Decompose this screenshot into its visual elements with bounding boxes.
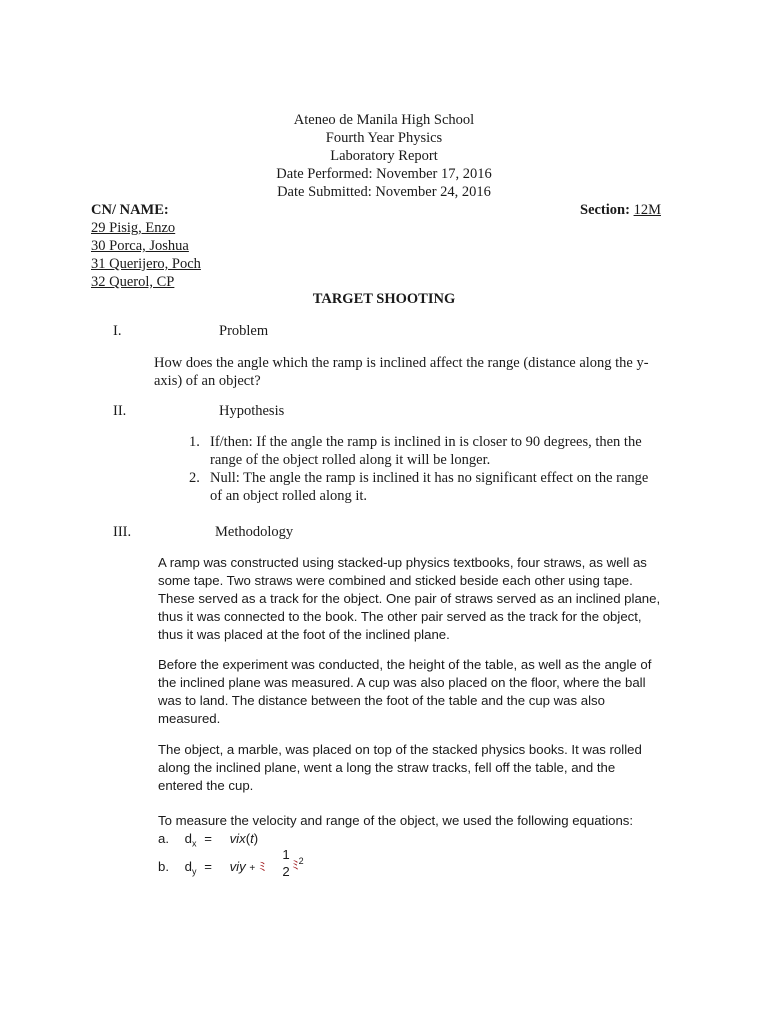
equation-lhs: $d_y$ [184, 859, 197, 877]
member-item: 31 Querijero, Poch [91, 256, 201, 272]
school-name: Ateneo de Manila High School [293, 112, 475, 128]
course-name: Fourth Year Physics [325, 130, 443, 146]
methodology-line: the inclined plane was measured. A cup was also placed on the floor, where the ball [158, 675, 646, 690]
methodology-line: A ramp was constructed using stacked-up physics textbooks, four straws, as well as [158, 555, 647, 570]
report-title: TARGET SHOOTING [312, 291, 456, 307]
equation-a [158, 830, 258, 853]
hypothesis-heading: Hypothesis [219, 403, 285, 419]
member-item: 32 Querol, CP [91, 274, 175, 290]
hypothesis-item-line: of an object rolled along it. [210, 488, 368, 504]
member-item: 30 Porca, Joshua [91, 238, 189, 254]
problem-text-line: axis) of an object? [154, 373, 261, 389]
methodology-numeral: III. [113, 524, 132, 540]
hypothesis-item-line: Null: The angle the ramp is inclined it has no significant effect on the range [210, 470, 649, 486]
equation-equals: = [204, 859, 212, 874]
methodology-line: along the inclined plane, went a long the straw tracks, fell off the table, and the [158, 760, 616, 775]
methodology-line: The object, a marble, was placed on top of the stacked physics books. It was rolled [158, 742, 642, 757]
problem-numeral: I. [113, 323, 122, 339]
equation-rhs: vix(t) [229, 831, 259, 846]
methodology-line: entered the cup. [158, 778, 254, 793]
methodology-line: Before the experiment was conducted, the height of the table, as well as the angle of [158, 657, 652, 672]
equation-equals: = [204, 831, 212, 846]
methodology-line: some tape. Two straws were combined and sticked beside each other using tape. [158, 573, 633, 588]
members-label: CN/ NAME: [91, 202, 169, 218]
equation-broken-glyph: ﾐ [292, 857, 299, 873]
equation-rhs: viy [229, 859, 246, 874]
fraction-denominator: 2 [282, 864, 290, 879]
hypothesis-item-line: If/then: If the angle the ramp is inclined in is closer to 90 degrees, then the [210, 434, 642, 450]
methodology-line: thus it was connected to the book. The other pair served as the track for the object, [158, 609, 642, 624]
methodology-line: To measure the velocity and range of the object, we used the following equations: [158, 813, 634, 828]
equation-plus: + [249, 863, 256, 874]
fraction-numerator: 1 [282, 847, 290, 862]
hypothesis-numeral: II. [113, 403, 127, 419]
methodology-line: was to land. The distance between the foot of the table and the cup was also [158, 693, 605, 708]
equation-lhs: $d_x$ [184, 831, 197, 849]
hypothesis-item-line: range of the object rolled along it will be longer. [210, 452, 491, 468]
equation-label: a. [158, 831, 169, 846]
equation-exponent: 2 [298, 856, 304, 866]
problem-text-line: How does the angle which the ramp is inclined affect the range (distance along the y- [154, 355, 649, 371]
report-type: Laboratory Report [330, 148, 438, 164]
equation-broken-glyph: ﾐ [258, 859, 266, 874]
methodology-line: These served as a track for the object. One pair of straws served as an inclined plane, [158, 591, 661, 606]
hypothesis-item-number: 2. [189, 470, 200, 486]
methodology-line: measured. [158, 711, 221, 726]
methodology-heading: Methodology [215, 524, 294, 540]
date-performed: Date Performed: November 17, 2016 [276, 166, 492, 182]
member-item: 29 Pisig, Enzo [91, 220, 176, 236]
equation-b [158, 858, 265, 881]
section-label: Section: [580, 202, 630, 218]
section-block [580, 201, 661, 219]
equation-label: b. [158, 859, 169, 874]
equation-squared-term [292, 852, 304, 874]
methodology-line: thus it was placed at the foot of the inclined plane. [158, 627, 450, 642]
hypothesis-item-number: 1. [189, 434, 200, 450]
section-value: 12M [633, 202, 661, 218]
date-submitted: Date Submitted: November 24, 2016 [277, 184, 491, 200]
equation-fraction [280, 846, 292, 880]
problem-heading: Problem [219, 323, 269, 339]
